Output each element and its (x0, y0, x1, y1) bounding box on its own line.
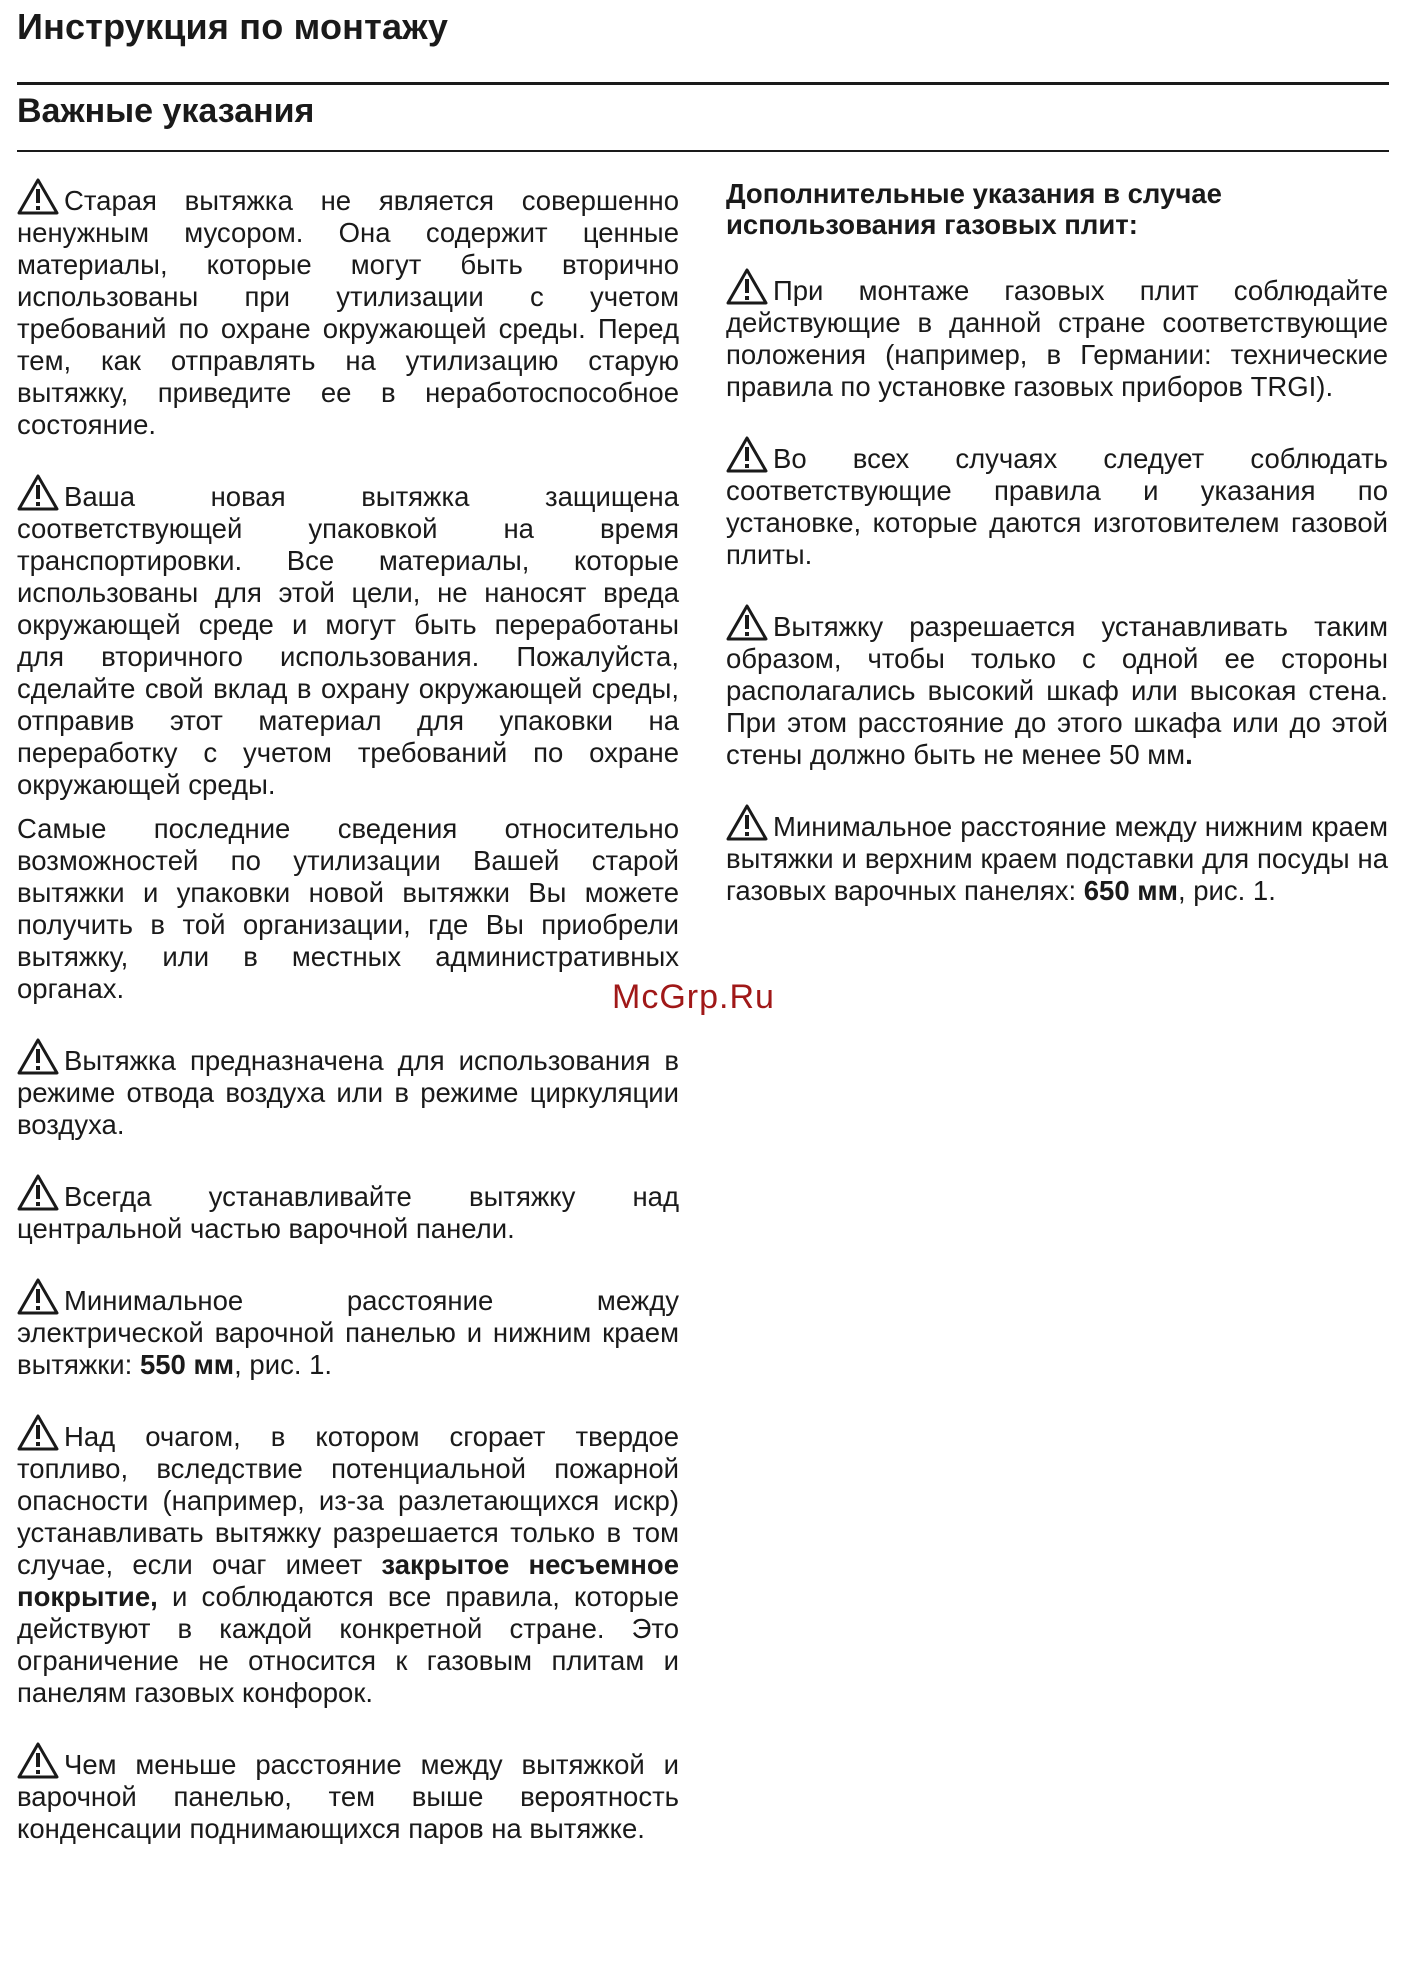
paragraph-center-install: Всегда устанавливайте вытяжку над центральной частью варочной панели. (17, 1174, 679, 1245)
paragraph-electric-distance: Минимальное расстояние между электрической варочной панелью и нижним краем вытяжки: 550 мм, рис. 1. (17, 1278, 679, 1381)
section-title: Важные указания (17, 92, 315, 130)
paragraph-gas-distance: Минимальное расстояние между нижним краем вытяжки и верхним краем подставки для посуды на газовых варочных панелях: 650 мм, рис. 1. (726, 804, 1388, 907)
closed-cover-text: закрытое несъемное покрытие, (17, 1549, 680, 1612)
paragraph-packaging: Ваша новая вытяжка защищена соответствующей упаковкой на время транспортировки. Все материалы, которые использованы для этой цели, не наносят вреда окружающей среде и могут быть переработаны для вторичного использования. Пожалуйста, сделайте свой вклад в охрану окружающей среды, отправив этот материал для упаковки на переработку с учетом требований по охране окружающей среды. (17, 474, 679, 801)
page-title: Инструкция по монтажу (17, 6, 449, 47)
paragraph-side-clearance: Вытяжку разрешается устанавливать таким образом, чтобы только с одной ее стороны располагались высокий шкаф или высокая стена. При этом расстояние до этого шкафа или до этой стены должно быть не менее 50 мм. (726, 604, 1388, 771)
paragraph-disposal-info: Самые последние сведения относительно возможностей по утилизации Вашей старой вытяжки и упаковки новой вытяжки Вы можете получить в той организации, где Вы приобрели вытяжку, или в местных административных органах. (17, 813, 679, 1004)
gas-distance-value: 650 мм (1083, 875, 1178, 906)
section-divider (17, 150, 1389, 152)
warning-triangle-icon (17, 178, 59, 215)
warning-triangle-icon (726, 604, 768, 641)
watermark: McGrp.Ru (612, 978, 775, 1016)
paragraph-manufacturer-rules: Во всех случаях следует соблюдать соответствующие правила и указания по установке, которые даются изготовителем газовой плиты. (726, 436, 1388, 571)
warning-triangle-icon (17, 1414, 59, 1451)
left-column (17, 178, 679, 1845)
paragraph-modes: Вытяжка предназначена для использования в режиме отвода воздуха или в режиме циркуляции воздуха. (17, 1038, 679, 1141)
paragraph-solid-fuel: Над очагом, в котором сгорает твердое топливо, вследствие потенциальной пожарной опасности (например, из-за разлетающихся искр) устанавливать вытяжку разрешается только в том случае, если очаг имеет закрытое несъемное покрытие, и соблюдаются все правила, которые действуют в каждой конкретной стране. Это ограничение не относится к газовым плитам и панелям газовых конфорок. (17, 1414, 679, 1709)
warning-triangle-icon (17, 474, 59, 511)
warning-triangle-icon (726, 436, 768, 473)
paragraph-condensation: Чем меньше расстояние между вытяжкой и варочной панелью, тем выше вероятность конденсации поднимающихся паров на вытяжке. (17, 1742, 679, 1845)
warning-triangle-icon (17, 1038, 59, 1075)
warning-triangle-icon (17, 1174, 59, 1211)
warning-triangle-icon (726, 268, 768, 305)
gas-section-heading: Дополнительные указания в случае использования газовых плит: (726, 178, 1222, 240)
electric-distance-value: 550 мм (139, 1349, 235, 1380)
paragraph-old-hood: Старая вытяжка не является совершенно ненужным мусором. Она содержит ценные материалы, которые могут быть вторично использованы при утилизации с учетом требований по охране окружающей среды. Перед тем, как отправлять на утилизацию старую вытяжку, приведите ее в неработоспособное состояние. (17, 178, 679, 441)
warning-triangle-icon (17, 1278, 59, 1315)
paragraph-gas-regulations: При монтаже газовых плит соблюдайте действующие в данной стране соответствующие положения (например, в Германии: технические правила по установке газовых приборов TRGI). (726, 268, 1388, 403)
warning-triangle-icon (17, 1742, 59, 1779)
warning-triangle-icon (726, 804, 768, 841)
right-column (726, 178, 1388, 907)
header-divider (17, 82, 1389, 85)
